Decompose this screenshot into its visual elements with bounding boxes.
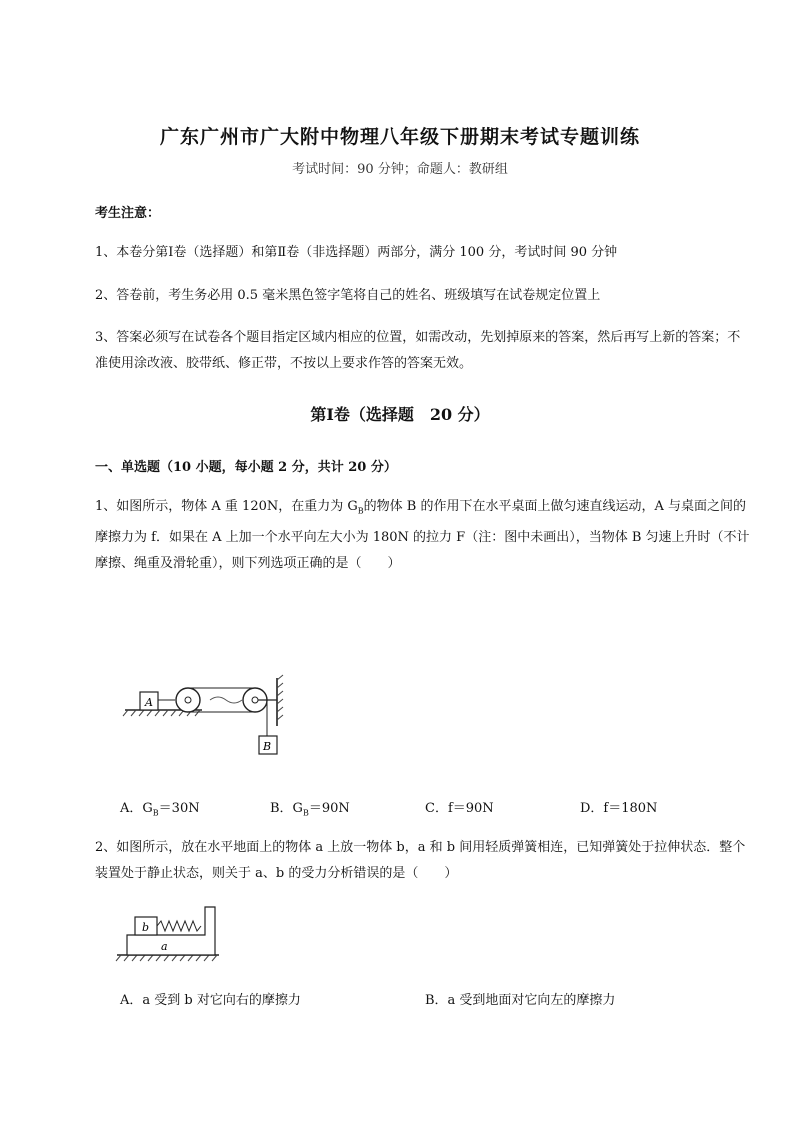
notice-item-2: 2、答卷前，考生务必用 0.5 毫米黑色签字笔将自己的姓名、班级填写在试卷规定位置上 <box>95 288 601 303</box>
notice-heading: 考生注意： <box>95 206 161 221</box>
q1-option-a[interactable]: A．$G_B=30N$ <box>120 801 200 818</box>
question-type-heading: 一、单选题（10 小题，每小题 2 分，共计 20 分） <box>95 460 397 475</box>
notice-item-1: 1、本卷分第Ⅰ卷（选择题）和第Ⅱ卷（非选择题）两部分，满分 100 分，考试时间 90 分钟 <box>95 245 618 260</box>
block-b-label: b <box>142 921 150 934</box>
notice-item-3: 3、答案必须写在试卷各个题目指定区域内相应的位置，如需改动，先划掉原来的答案，然后再写上新的答案；不准使用涂改液、胶带纸、修正带，不按以上要求作答的答案无效。 <box>95 330 741 371</box>
exam-info: 考试时间：90 分钟；命题人：教研组 <box>292 162 508 177</box>
pulley-figure <box>120 670 300 770</box>
q2-option-b[interactable]: B．a 受到地面对它向左的摩擦力 <box>425 993 616 1008</box>
question-2-stem: 2、如图所示，放在水平地面上的物体 a 上放一物体 b，a 和 b 间用轻质弹簧相连，已知弹簧处于拉伸状态．整个装置处于静止状态，则关于 a、b 的受力分析错误的是（ ） <box>95 840 746 881</box>
q1-option-c[interactable]: C．f＝90N <box>425 801 494 816</box>
section-title: 第Ⅰ卷（选择题 20 分） <box>310 405 490 424</box>
q1-option-d[interactable]: D．f＝180N <box>580 801 658 816</box>
question-1-stem: 1、如图所示，物体 A 重 120N，在重力为 $G_B$的物体 B 的作用下在水平桌面上做匀速直线运动，A 与桌面之间的摩擦力为 f．如果在 A 上加一个水平向左大小为 180N 的拉力 F（注：图中未画出），当物体 B 匀速上升时（不计摩擦、绳重及滑轮重），则下列选项正确的是（ ） <box>95 499 750 571</box>
spring <box>157 921 201 931</box>
spring-figure <box>115 903 225 965</box>
q2-option-a[interactable]: A．a 受到 b 对它向右的摩擦力 <box>120 993 301 1008</box>
block-b-label: B <box>263 740 272 753</box>
block-a-label: A <box>145 696 153 709</box>
block-a-label: a <box>161 940 168 953</box>
page-title: 广东广州市广大附中物理八年级下册期末考试专题训练 <box>159 126 640 148</box>
q1-option-b[interactable]: B．$G_B=90N$ <box>270 801 350 818</box>
